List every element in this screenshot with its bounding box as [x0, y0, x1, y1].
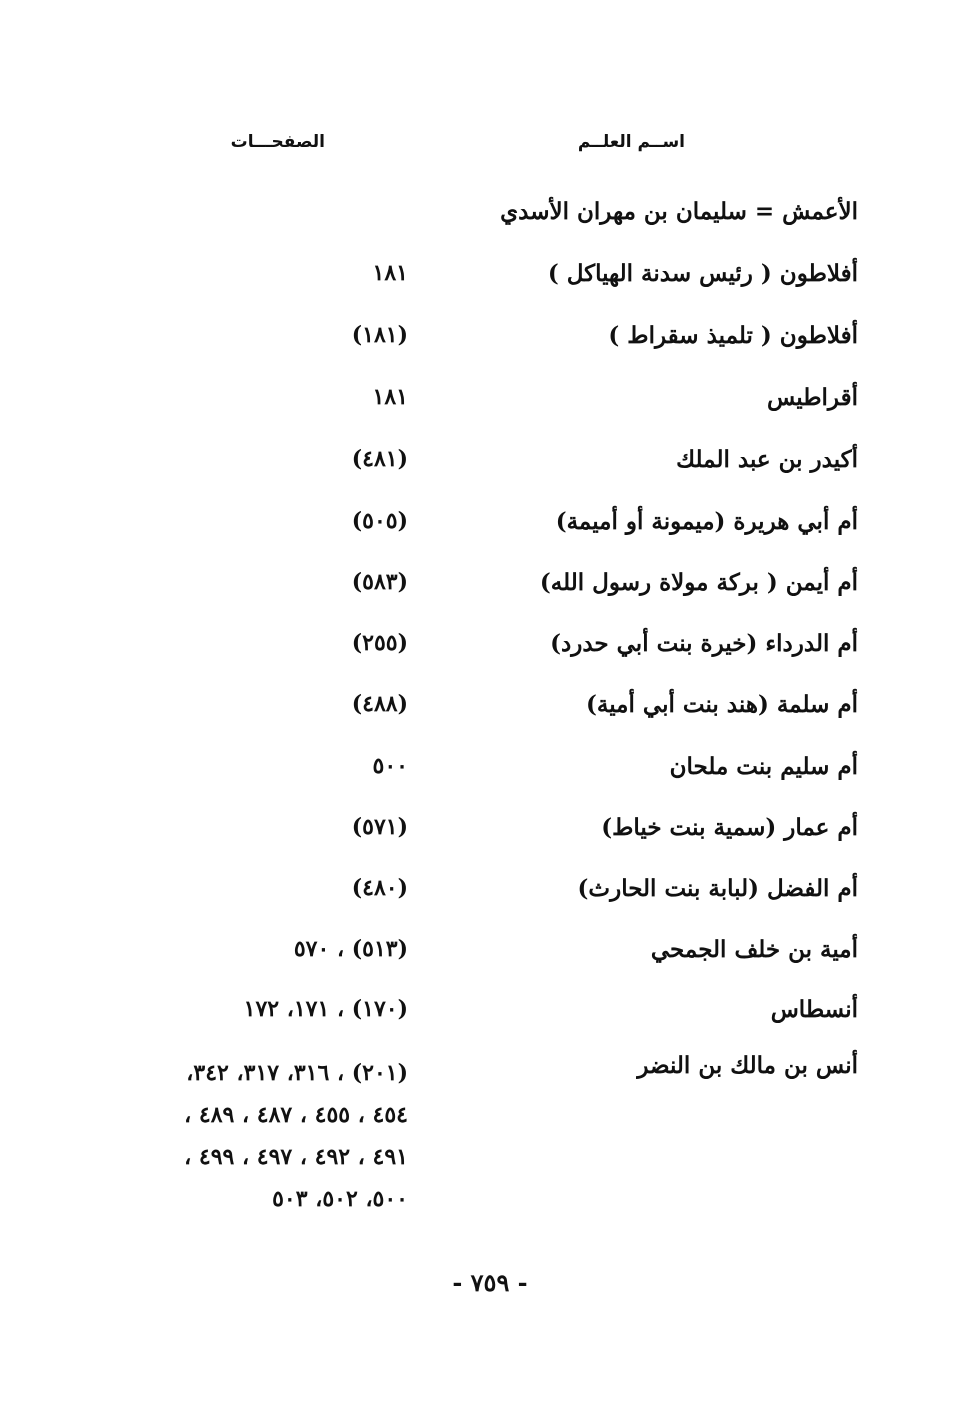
- entry-pages: (٤٨٨): [351, 691, 408, 717]
- entry-pages: (٢٥٥): [351, 630, 408, 656]
- entry-pages: ١٨١: [372, 260, 408, 286]
- entry-pages: (٥٠٥): [351, 508, 408, 534]
- entry-name: أم أبي هريرة (ميمونة أو أميمة): [555, 508, 858, 535]
- entry-pages: [108, 1052, 408, 1220]
- entry-name: أمية بن خلف الجمحي: [650, 936, 858, 963]
- entry-name: أفلاطون ( رئيس سدنة الهياكل ): [547, 260, 858, 287]
- entry-name: أم الدرداء (خيرة بنت أبي حدرد): [550, 630, 858, 657]
- page-number: - ٧٥٩ -: [452, 1268, 528, 1297]
- entry-name: أم سلمة (هند بنت أبي أمية): [586, 691, 858, 718]
- entry-name: أنس بن مالك بن النضر: [637, 1052, 858, 1079]
- entry-pages: (٥٨٣): [351, 569, 408, 595]
- entry-name: أكيدر بن عبد الملك: [676, 446, 858, 473]
- entry-name: أفلاطون ( تلميذ سقراط ): [608, 322, 858, 349]
- entry-pages: (٥٧١): [351, 814, 408, 840]
- entry-pages: (٤٨٠): [351, 875, 408, 901]
- entry-pages: (٥١٣) ، ٥٧٠: [293, 936, 408, 962]
- entry-name: أم أيمن ( بركة مولاة رسول الله): [539, 569, 858, 596]
- column-header-pages: الصفحـــات: [230, 132, 325, 152]
- entry-name: أم الفضل (لبابة بنت الحارث): [577, 875, 858, 902]
- entry-name: أقراطيس: [766, 384, 858, 411]
- entry-pages-line: ٥٠٠، ٥٠٢، ٥٠٣: [272, 1186, 408, 1212]
- entry-name: أم عمار (سمية بنت خياط): [601, 814, 858, 841]
- entry-name: أنسطاس: [770, 996, 858, 1023]
- entry-pages: (١٧٠) ، ١٧١، ١٧٢: [243, 996, 408, 1022]
- entry-pages: ٥٠٠: [372, 753, 408, 779]
- entry-pages: ١٨١: [372, 384, 408, 410]
- entry-pages-line: ٤٩١ ، ٤٩٢ ، ٤٩٧ ، ٤٩٩ ،: [184, 1144, 408, 1170]
- entry-name: الأعمش = سليمان بن مهران الأسدي: [500, 198, 858, 225]
- entry-pages: (٤٨١): [351, 446, 408, 472]
- entry-pages: (١٨١): [351, 322, 408, 348]
- entry-pages-line: (٢٠١) ، ٣١٦، ٣١٧، ٣٤٢،: [186, 1060, 408, 1086]
- entry-pages-line: ٤٥٤ ، ٤٥٥ ، ٤٨٧ ، ٤٨٩ ،: [184, 1102, 408, 1128]
- entry-name: أم سليم بنت ملحان: [669, 753, 858, 780]
- column-header-name: اســم العلــم: [577, 132, 685, 152]
